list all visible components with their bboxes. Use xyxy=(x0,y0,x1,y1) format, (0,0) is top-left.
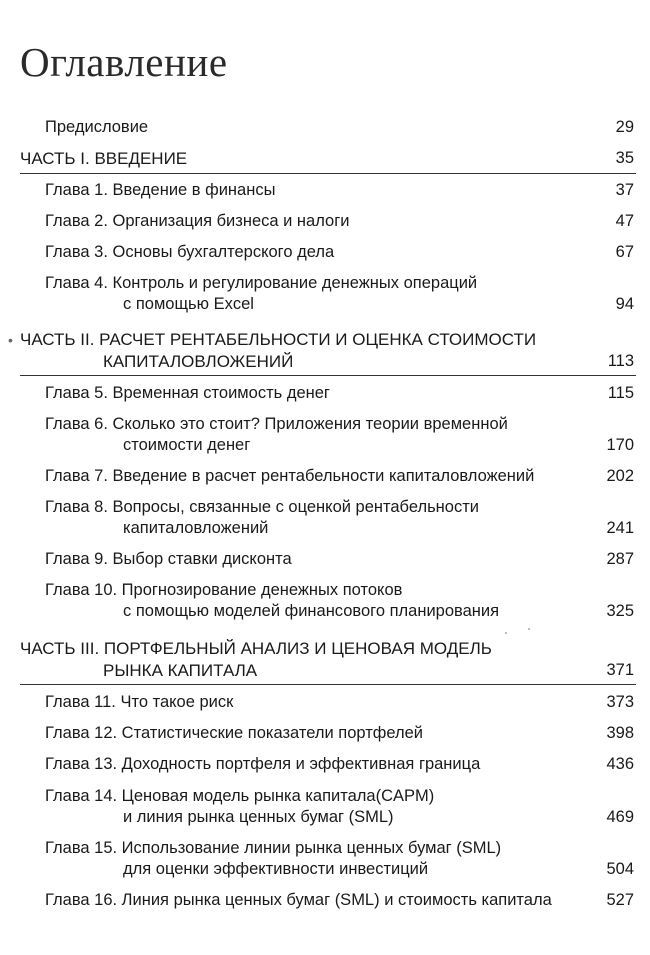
entry-title-continuation: с помощью моделей финансового планирования xyxy=(123,602,500,620)
entry-page-number: 47 xyxy=(615,212,634,230)
entry-title: Глава 5. Временная стоимость денег xyxy=(45,384,330,402)
part-title: ЧАСТЬ I. ВВЕДЕНИЕ xyxy=(20,149,188,168)
entry-title-continuation: с помощью Excel xyxy=(123,295,254,313)
entry-page-number: 115 xyxy=(607,384,634,402)
page-title: Оглавление xyxy=(20,39,228,85)
entry-page-number: 398 xyxy=(606,724,634,742)
entry-title: Глава 12. Статистические показатели портфелей xyxy=(45,724,423,742)
part-title-continuation: РЫНКА КАПИТАЛА xyxy=(103,661,258,680)
entry-title: Глава 6. Сколько это стоит? Приложения теории временной xyxy=(45,415,508,433)
part-title: ЧАСТЬ III. ПОРТФЕЛЬНЫЙ АНАЛИЗ И ЦЕНОВАЯ МОДЕЛЬ xyxy=(20,639,492,658)
entry-page-number: 469 xyxy=(606,808,634,826)
entry-title: Глава 14. Ценовая модель рынка капитала(CAPM) xyxy=(45,787,435,805)
entry-page-number: 37 xyxy=(615,181,634,199)
entry-title: Глава 16. Линия рынка ценных бумаг (SML) и стоимость капитала xyxy=(45,891,552,909)
part-divider-line xyxy=(20,684,636,685)
entry-page-number: 287 xyxy=(606,550,634,568)
entry-page-number: 504 xyxy=(606,860,634,878)
margin-mark: • xyxy=(8,332,13,348)
entry-page-number: 29 xyxy=(615,118,634,136)
entry-page-number: 241 xyxy=(606,519,634,537)
entry-page-number: 527 xyxy=(606,891,634,909)
entry-title: Глава 4. Контроль и регулирование денежных операций xyxy=(45,274,478,292)
entry-title: Предисловие xyxy=(45,118,149,136)
part-page-number: 371 xyxy=(606,661,634,679)
entry-title: Глава 3. Основы бухгалтерского дела xyxy=(45,243,335,261)
part-divider-line xyxy=(20,375,636,376)
part-title: ЧАСТЬ II. РАСЧЕТ РЕНТАБЕЛЬНОСТИ И ОЦЕНКА СТОИМОСТИ xyxy=(20,330,537,349)
entry-title-continuation: капиталовложений xyxy=(123,519,269,537)
entry-page-number: 325 xyxy=(606,602,634,620)
entry-title: Глава 15. Использование линии рынка ценных бумаг (SML) xyxy=(45,839,502,857)
entry-title: Глава 2. Организация бизнеса и налоги xyxy=(45,212,350,230)
part-page-number: 113 xyxy=(607,352,634,370)
entry-title: Глава 10. Прогнозирование денежных потоков xyxy=(45,581,403,599)
entry-title: Глава 7. Введение в расчет рентабельности капиталовложений xyxy=(45,467,535,485)
entry-title-continuation: для оценки эффективности инвестиций xyxy=(123,860,429,878)
entry-page-number: 170 xyxy=(606,436,634,454)
entry-page-number: 202 xyxy=(606,467,634,485)
part-page-number: 35 xyxy=(615,149,634,167)
entry-title-continuation: стоимости денег xyxy=(123,436,251,454)
scan-speck xyxy=(505,632,507,634)
entry-page-number: 373 xyxy=(606,693,634,711)
part-divider-line xyxy=(20,173,636,174)
scan-speck xyxy=(528,628,530,630)
part-title-continuation: КАПИТАЛОВЛОЖЕНИЙ xyxy=(103,352,294,371)
entry-page-number: 94 xyxy=(615,295,634,313)
entry-title: Глава 9. Выбор ставки дисконта xyxy=(45,550,292,568)
entry-page-number: 67 xyxy=(615,243,634,261)
entry-title: Глава 1. Введение в финансы xyxy=(45,181,276,199)
entry-title: Глава 8. Вопросы, связанные с оценкой рентабельности xyxy=(45,498,479,516)
entry-title-continuation: и линия рынка ценных бумаг (SML) xyxy=(123,808,394,826)
entry-title: Глава 13. Доходность портфеля и эффективная граница xyxy=(45,755,481,773)
entry-title: Глава 11. Что такое риск xyxy=(45,693,234,711)
entry-page-number: 436 xyxy=(606,755,634,773)
